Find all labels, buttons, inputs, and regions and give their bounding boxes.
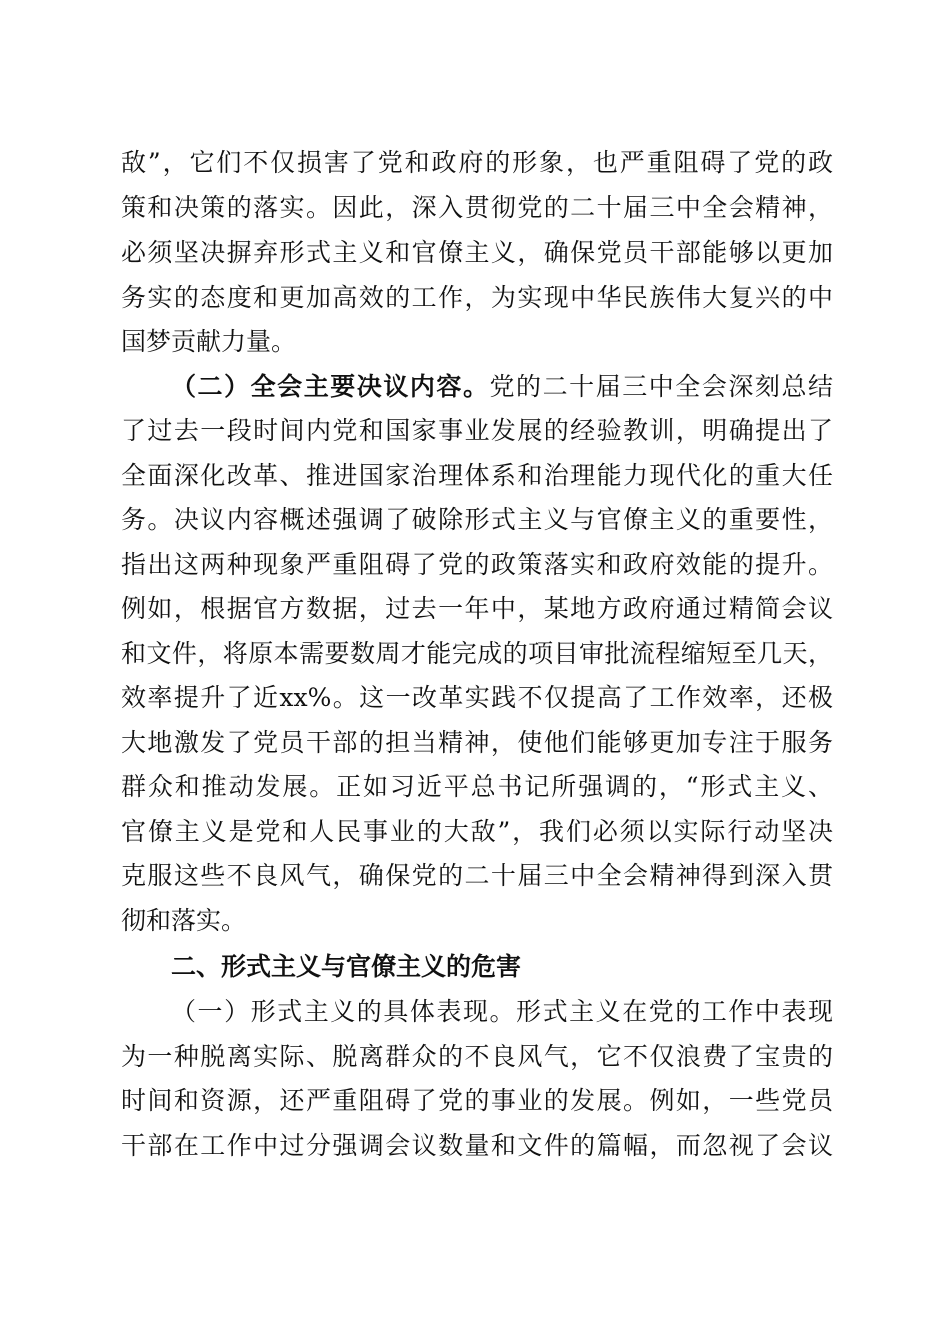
paragraph-line: 了过去一段时间内党和国家事业发展的经验教训，明确提出了 <box>121 416 833 445</box>
paragraph-line: 例如，根据官方数据，过去一年中，某地方政府通过精简会议 <box>121 594 833 623</box>
paragraph-line: 干部在工作中过分强调会议数量和文件的篇幅，而忽视了会议 <box>121 1131 833 1160</box>
paragraph-line: 和文件，将原本需要数周才能完成的项目审批流程缩短至几天， <box>121 639 833 668</box>
paragraph-line: 国梦贡献力量。 <box>121 327 297 356</box>
paragraph-text: 党的二十届三中全会深刻总结 <box>489 372 833 401</box>
section-heading: 二、形式主义与官僚主义的危害 <box>171 952 522 981</box>
paragraph-line: 效率提升了近xx%。这一改革实践不仅提高了工作效率，还极 <box>121 683 833 712</box>
paragraph-line: 务实的态度和更加高效的工作，为实现中华民族伟大复兴的中 <box>121 283 833 312</box>
paragraph-line: 全面深化改革、推进国家治理体系和治理能力现代化的重大任 <box>121 461 833 490</box>
paragraph-line: 务。决议内容概述强调了破除形式主义与官僚主义的重要性， <box>121 505 833 534</box>
paragraph-line: 彻和落实。 <box>121 906 247 935</box>
paragraph-line: 克服这些不良风气，确保党的二十届三中全会精神得到深入贯 <box>121 861 833 890</box>
paragraph-line: 敌”，它们不仅损害了党和政府的形象，也严重阻碍了党的政 <box>121 148 833 177</box>
paragraph-line: 必须坚决摒弃形式主义和官僚主义，确保党员干部能够以更加 <box>121 238 833 267</box>
subheading-lead: （二）全会主要决议内容。 <box>171 372 490 401</box>
paragraph-line: 官僚主义是党和人民事业的大敌”，我们必须以实际行动坚决 <box>121 817 833 846</box>
subheading-paragraph-line <box>171 365 833 409</box>
paragraph-line: 指出这两种现象严重阻碍了党的政策落实和政府效能的提升。 <box>121 550 833 579</box>
paragraph-line: （一）形式主义的具体表现。形式主义在党的工作中表现 <box>171 997 833 1026</box>
paragraph-line: 时间和资源，还严重阻碍了党的事业的发展。例如，一些党员 <box>121 1086 833 1115</box>
paragraph-line: 为一种脱离实际、脱离群众的不良风气，它不仅浪费了宝贵的 <box>121 1042 833 1071</box>
paragraph-line: 策和决策的落实。因此，深入贯彻党的二十届三中全会精神， <box>121 193 833 222</box>
paragraph-line: 大地激发了党员干部的担当精神，使他们能够更加专注于服务 <box>121 728 833 757</box>
paragraph-line: 群众和推动发展。正如习近平总书记所强调的，“形式主义、 <box>121 772 833 801</box>
